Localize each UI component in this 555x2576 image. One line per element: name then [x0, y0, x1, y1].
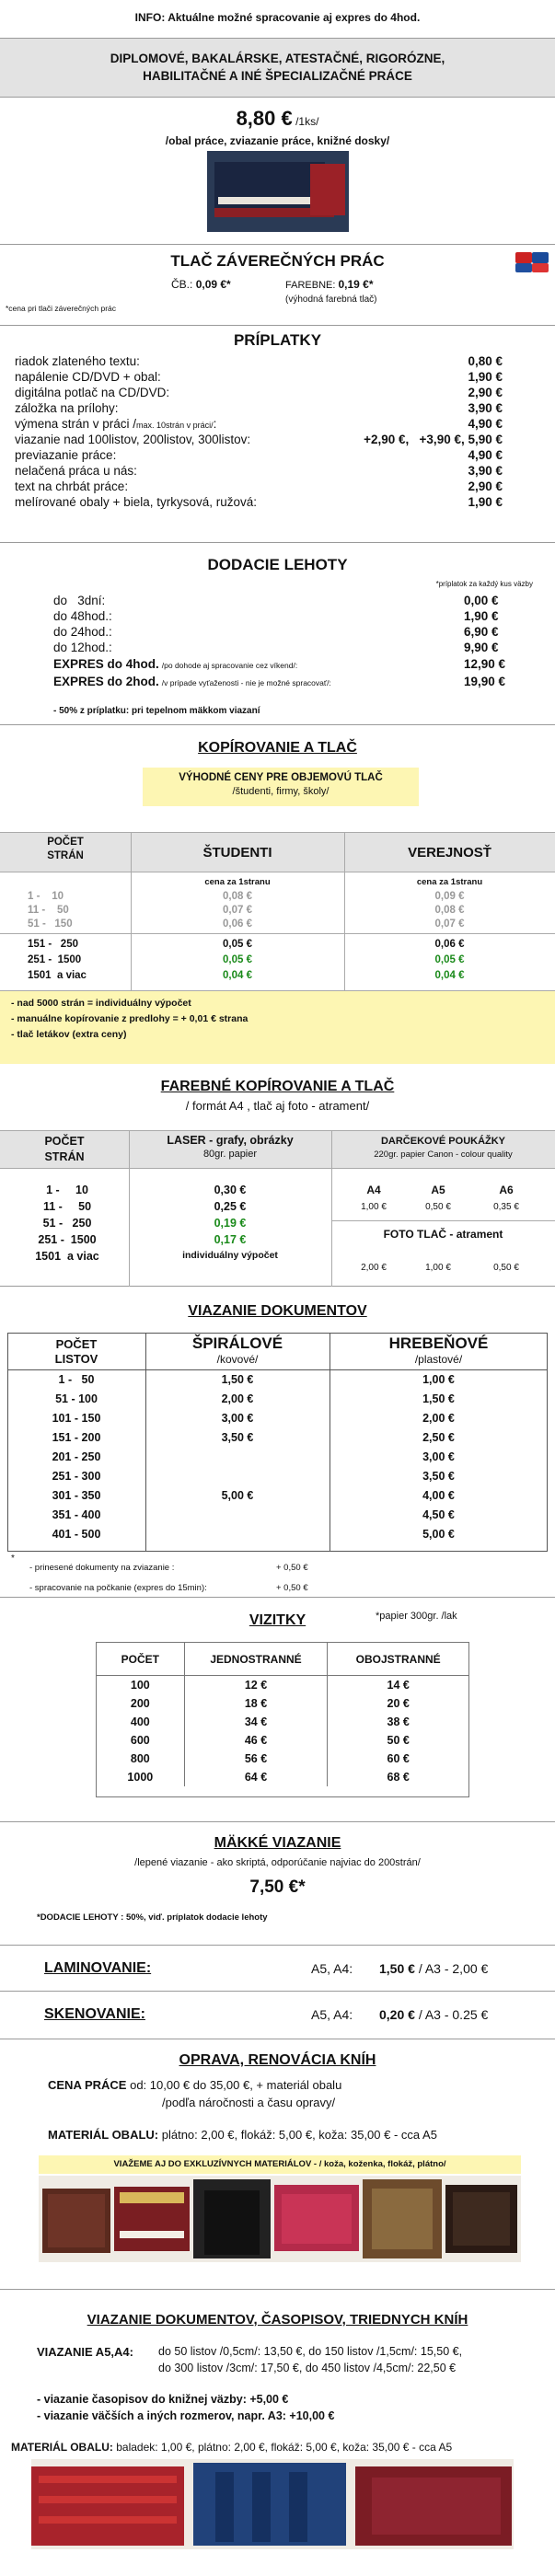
format-a6: A6 — [499, 1184, 514, 1196]
priplatok-row — [15, 369, 503, 385]
book-photo-4 — [274, 2185, 359, 2251]
format-a5: A5 — [431, 1184, 445, 1196]
via-range: 51 - 100 — [55, 1392, 98, 1405]
vizitky-cell: 100 — [97, 1676, 185, 1694]
priplatok-row — [15, 479, 503, 494]
vizitky-cell: 200 — [97, 1694, 185, 1713]
vizitky-note: *papier 300gr. /lak — [376, 1611, 457, 1622]
vizitky-header: JEDNOSTRANNÉ — [184, 1643, 328, 1676]
far-vline-2 — [331, 1130, 332, 1287]
via-range: 351 - 400 — [52, 1508, 101, 1521]
info-text: INFO: Aktuálne možné spracovanie aj expres do 4hod. — [134, 11, 421, 24]
via-hrebenove-price: 3,50 € — [422, 1470, 455, 1483]
express-row — [53, 655, 514, 673]
priplatok-row — [15, 416, 503, 432]
kop-range: 1 - 10 — [28, 891, 64, 902]
priplatok-label: výmena strán v práci / — [15, 417, 137, 431]
vizitky-cell: 14 € — [328, 1676, 469, 1694]
casopisy-material-label: MATERIÁL OBALU: — [11, 2441, 113, 2454]
diplom-title-1: DIPLOMOVÉ, BAKALÁRSKE, ATESTAČNÉ, RIGORÓZNE, — [110, 52, 445, 65]
priplatky-title: PRÍPLATKY — [233, 331, 322, 349]
volume-banner — [143, 768, 419, 806]
priplatok-row — [15, 463, 503, 479]
casopisy-title: VIAZANIE DOKUMENTOV, ČASOPISOV, TRIEDNYCH KNÍH — [87, 2312, 468, 2328]
kop-h-pocet-2: STRÁN — [47, 850, 84, 861]
priplatok-row — [15, 432, 503, 447]
oprava-title: OPRAVA, RENOVÁCIA KNÍH — [179, 2052, 376, 2068]
via-hrebenove-price: 4,50 € — [422, 1508, 455, 1521]
vizitky-cell: 64 € — [184, 1768, 328, 1786]
tlac-color-price: 0,19 €* — [338, 278, 374, 291]
kop-price-verejnost: 0,04 € — [434, 970, 465, 981]
diplom-price: 8,80 € — [236, 107, 293, 130]
dodacia-row — [53, 608, 514, 624]
priplatok-row — [15, 400, 503, 416]
priplatok-value: 3,90 € — [468, 464, 503, 478]
priplatok-label: text na chrbát práce: — [15, 479, 129, 493]
foto-a6-price: 0,50 € — [493, 1263, 519, 1273]
via-h-hrebenove-sub: /plastové/ — [414, 1353, 463, 1366]
priplatok-label: napálenie CD/DVD + obal: — [15, 370, 161, 384]
vizitky-cell: 68 € — [328, 1768, 469, 1786]
kop-notes — [0, 990, 555, 1064]
kopirovanie-title: KOPÍROVANIE A TLAČ — [198, 740, 357, 756]
diplom-title-2: HABILITAČNÉ A INÉ ŠPECIALIZAČNÉ PRÁCE — [143, 69, 412, 83]
kop-h-verejnost: VEREJNOSŤ — [408, 845, 491, 861]
skenovanie-rest: / A3 - 0.25 € — [414, 2007, 489, 2022]
vizitky-cell: 34 € — [184, 1713, 328, 1731]
skenovanie-section — [0, 1992, 555, 2039]
info-bar — [0, 0, 555, 39]
vizitky-row — [97, 1713, 469, 1731]
oprava-material-text: plátno: 2,00 €, flokáž: 5,00 €, koža: 35,00 € - cca A5 — [158, 2128, 437, 2142]
via-range: 201 - 250 — [52, 1450, 101, 1463]
far-h-laser: LASER - grafy, obrázky — [167, 1134, 294, 1147]
dodacia-value: 0,00 € — [464, 594, 499, 607]
dodacia-label: do 12hod.: — [53, 641, 112, 654]
tlac-cb-label: ČB.: — [171, 278, 193, 291]
oprava-cena-label: CENA PRÁCE — [48, 2078, 127, 2092]
card-icons — [515, 252, 549, 272]
vizitky-cell: 20 € — [328, 1694, 469, 1713]
via-hrebenove-price: 2,00 € — [422, 1412, 455, 1425]
via-h-hrebenove: HREBEŇOVÉ — [388, 1334, 489, 1352]
vizitky-cell: 60 € — [328, 1750, 469, 1768]
via-hrebenove-price: 3,00 € — [422, 1450, 455, 1463]
far-price: 0,19 € — [214, 1217, 247, 1230]
vizitky-cell: 50 € — [328, 1731, 469, 1750]
priplatok-label: previazanie práce: — [15, 448, 117, 462]
vizitky-table — [96, 1642, 469, 1797]
via-asterisk: * — [11, 1554, 15, 1564]
vizitky-cell: 18 € — [184, 1694, 328, 1713]
kop-note-2: - manuálne kopírovanie z predlohy = + 0,01 € strana — [11, 1013, 249, 1024]
via-note-label: - prinesené dokumenty na zviazanie : — [29, 1563, 175, 1573]
viazanie-title: VIAZANIE DOKUMENTOV — [188, 1303, 367, 1319]
via-hrebenove-price: 4,00 € — [422, 1489, 455, 1502]
tlac-title: TLAČ ZÁVEREČNÝCH PRÁC — [170, 252, 385, 270]
via-range: 301 - 350 — [52, 1489, 101, 1502]
skenovanie-price: 0,20 € — [379, 2007, 415, 2022]
casopisy-note-2: - viazanie väčších a iných rozmerov, napr. A3: +10,00 € — [37, 2409, 335, 2422]
via-h-spiralove-sub: /kovové/ — [216, 1353, 259, 1366]
kop-hline — [0, 933, 555, 934]
foto-hline — [331, 1220, 555, 1221]
far-range: 1501 a viac — [35, 1250, 99, 1263]
via-note-label: - spracovanie na počkanie (expres do 15min): — [29, 1583, 207, 1593]
far-price: individuálny výpočet — [182, 1250, 278, 1261]
vizitky-cell: 56 € — [184, 1750, 328, 1768]
priplatok-label: viazanie nad 100listov, 200listov, 300listov: — [15, 433, 251, 446]
farebne-subtitle: / formát A4 , tlač aj foto - atrament/ — [185, 1099, 370, 1113]
format-a4: A4 — [366, 1184, 381, 1196]
vizitky-title: VIZITKY — [249, 1612, 306, 1628]
via-range: 1 - 50 — [58, 1373, 95, 1386]
priplatok-value: 1,90 € — [468, 495, 503, 509]
tlac-footnote: *cena pri tlači záverečných prác — [6, 304, 117, 313]
tlac-section — [0, 245, 555, 326]
foto-a5-price: 1,00 € — [425, 1263, 451, 1273]
tlac-color-label: FAREBNE: — [285, 280, 336, 291]
card-icon — [532, 263, 549, 272]
priplatok-label: riadok zlateného textu: — [15, 354, 140, 368]
express-row — [53, 673, 514, 690]
book-photo-2 — [114, 2187, 190, 2251]
diplom-section — [0, 98, 555, 245]
laminovanie-label: LAMINOVANIE: — [44, 1960, 152, 1976]
kop-range: 1501 a viac — [28, 970, 87, 981]
laminovanie-formats: A5, A4: — [311, 1961, 353, 1976]
express-value: 12,90 € — [464, 657, 506, 671]
kop-price-studenti: 0,08 € — [223, 891, 252, 902]
vizitky-cell: 600 — [97, 1731, 185, 1750]
mastercard-icon — [515, 252, 532, 263]
via-range: 151 - 200 — [52, 1431, 101, 1444]
far-range: 1 - 10 — [46, 1184, 88, 1196]
book-photo-5 — [363, 2179, 442, 2258]
maestro-icon — [532, 252, 549, 263]
kopirovanie-section — [0, 725, 555, 1064]
vizitky-header: OBOJSTRANNÉ — [328, 1643, 469, 1676]
kop-range: 151 - 250 — [28, 939, 78, 950]
vizitky-pad-row — [97, 1786, 469, 1797]
kop-price-verejnost: 0,09 € — [434, 891, 465, 902]
priplatok-row — [15, 447, 503, 463]
oprava-cena-text: od: 10,00 € do 35,00 €, + materiál obalu — [126, 2078, 342, 2092]
book-photo-3 — [193, 2179, 271, 2258]
via-hrebenove-price: 1,50 € — [422, 1392, 455, 1405]
priplatok-value: 1,90 € — [468, 370, 503, 384]
express-value: 19,90 € — [464, 675, 506, 688]
makke-note: *DODACIE LEHOTY : 50%, viď. príplatok dodacie lehoty — [37, 1912, 268, 1923]
bound-books-photos — [31, 2459, 514, 2549]
book-repair-photos — [39, 2176, 521, 2262]
via-spiralove-price: 1,50 € — [221, 1373, 254, 1386]
priplatok-label-end: : — [213, 417, 217, 431]
casopisy-note-1: - viazanie časopisov do knižnej väzby: +5,00 € — [37, 2393, 289, 2406]
priplatok-label: nelačená práca u nás: — [15, 464, 137, 478]
makke-title: MÄKKÉ VIAZANIE — [214, 1835, 341, 1851]
diplom-header — [0, 39, 555, 98]
kop-range: 251 - 1500 — [28, 954, 82, 965]
vizitky-cell: 800 — [97, 1750, 185, 1768]
kop-price-verejnost: 0,06 € — [434, 939, 465, 950]
laminovanie-section — [0, 1946, 555, 1992]
kop-price-studenti: 0,05 € — [223, 954, 252, 965]
dodacia-label: do 48hod.: — [53, 609, 112, 623]
priplatok-label-small: max. 10strán v práci/ — [136, 421, 214, 430]
laminovanie-rest: / A3 - 2,00 € — [414, 1961, 489, 1976]
dodacia-value: 1,90 € — [464, 609, 499, 623]
format-a6-price: 0,35 € — [493, 1202, 519, 1212]
casopisy-line2: do 300 listov /3cm/: 17,50 €, do 450 listov /4,5cm/: 22,50 € — [158, 2362, 457, 2374]
via-hrebenove-price: 1,00 € — [422, 1373, 455, 1386]
oprava-cena-text2: /podľa náročnosti a času opravy/ — [162, 2096, 336, 2109]
kop-h-studenti: ŠTUDENTI — [202, 845, 272, 861]
vizitky-cell: 38 € — [328, 1713, 469, 1731]
vizitky-row — [97, 1750, 469, 1768]
bound-photo-2 — [193, 2463, 346, 2546]
via-note-value: + 0,50 € — [276, 1563, 308, 1573]
via-h-pocet-2: LISTOV — [54, 1352, 98, 1366]
laminovanie-price: 1,50 € — [379, 1961, 415, 1976]
oprava-material-label: MATERIÁL OBALU: — [48, 2128, 159, 2142]
book-photo-1 — [42, 2189, 110, 2253]
casopisy-section — [0, 2290, 555, 2576]
tlac-color-note: (výhodná farebná tlač) — [285, 295, 377, 305]
format-a4-price: 1,00 € — [361, 1202, 387, 1212]
priplatok-value: 4,90 € — [468, 417, 503, 431]
priplatok-label: melírované obaly + biela, tyrkysová, ružová: — [15, 495, 257, 509]
far-range: 251 - 1500 — [38, 1233, 97, 1246]
priplatok-label: záložka na prílohy: — [15, 401, 119, 415]
kop-price-studenti: 0,04 € — [223, 970, 252, 981]
kop-price-verejnost: 0,05 € — [434, 954, 465, 965]
via-h-pocet-1: POČET — [55, 1337, 98, 1351]
makke-section — [0, 1822, 555, 1946]
priplatok-row — [15, 385, 503, 400]
dodacie-note: *príplatok za každý kus väzby — [435, 580, 533, 588]
diplom-unit: /1ks/ — [295, 115, 319, 128]
far-h-dar-sub: 220gr. papier Canon - colour quality — [374, 1149, 513, 1160]
volume-banner-title: VÝHODNÉ CENY PRE OBJEMOVÚ TLAČ — [179, 772, 383, 783]
via-hrebenove-price: 2,50 € — [422, 1431, 455, 1444]
dodacie-list — [53, 593, 514, 690]
far-h-pocet-2: STRÁN — [44, 1150, 85, 1163]
dodacie-title: DODACIE LEHOTY — [207, 556, 348, 573]
dodacia-value: 9,90 € — [464, 641, 499, 654]
dodacia-row — [53, 640, 514, 655]
farebne-title: FAREBNÉ KOPÍROVANIE A TLAČ — [160, 1079, 395, 1094]
priplatok-value: 0,80 € — [468, 354, 503, 368]
viazanie-section — [0, 1287, 555, 1598]
kop-note-1: - nad 5000 strán = individuálny výpočet — [11, 998, 191, 1009]
visa-icon — [515, 263, 532, 272]
far-h-laser-sub: 80gr. papier — [202, 1149, 258, 1160]
dodacie-discount: - 50% z príplatku: pri tepelnom mäkkom viazaní — [53, 706, 260, 716]
vizitky-row — [97, 1676, 469, 1694]
via-note-value: + 0,50 € — [276, 1583, 308, 1593]
kop-price-studenti: 0,06 € — [223, 918, 252, 930]
kop-sub-studenti: cena za 1stranu — [204, 877, 271, 887]
express-label: EXPRES do 2hod. — [53, 675, 159, 688]
far-price: 0,25 € — [214, 1200, 247, 1213]
dodacia-row — [53, 593, 514, 608]
far-h-pocet-1: POČET — [44, 1135, 85, 1148]
makke-price: 7,50 €* — [249, 1877, 306, 1897]
priplatok-row — [15, 494, 503, 510]
priplatok-value: 2,90 € — [468, 386, 503, 399]
book-photo-6 — [445, 2185, 517, 2253]
priplatok-row — [15, 353, 503, 369]
dodacia-row — [53, 624, 514, 640]
priplatok-label: digitálna potlač na CD/DVD: — [15, 386, 170, 399]
vizitky-cell: 46 € — [184, 1731, 328, 1750]
kop-range: 11 - 50 — [28, 905, 69, 916]
vizitky-row — [97, 1731, 469, 1750]
via-hline — [7, 1369, 548, 1370]
foto-title: FOTO TLAČ - atrament — [383, 1228, 503, 1241]
far-range: 11 - 50 — [42, 1200, 92, 1213]
vizitky-cell: 1000 — [97, 1768, 185, 1786]
vizitky-row — [97, 1694, 469, 1713]
via-range: 251 - 300 — [52, 1470, 101, 1483]
priplatky-section — [0, 326, 555, 543]
dodacia-value: 6,90 € — [464, 625, 499, 639]
vizitky-cell: 12 € — [184, 1676, 328, 1694]
farebne-section — [0, 1064, 555, 1287]
via-hrebenove-price: 5,00 € — [422, 1528, 455, 1541]
casopisy-line1: do 50 listov /0,5cm/: 13,50 €, do 150 listov /1,5cm/: 15,50 €, — [158, 2345, 463, 2358]
kop-price-studenti: 0,07 € — [223, 905, 252, 916]
format-a5-price: 0,50 € — [425, 1202, 451, 1212]
foto-a4-price: 2,00 € — [361, 1263, 387, 1273]
via-range: 101 - 150 — [52, 1412, 101, 1425]
kop-price-studenti: 0,05 € — [223, 939, 252, 950]
far-price: 0,30 € — [214, 1184, 247, 1196]
oprava-section — [0, 2039, 555, 2290]
diplom-subtitle: /obal práce, zviazanie práce, knižné dosky/ — [165, 134, 390, 147]
priplatok-value: 3,90 € — [468, 401, 503, 415]
dodacie-section — [0, 543, 555, 725]
dodacia-label: do 3dní: — [53, 594, 106, 607]
express-label: EXPRES do 4hod. — [53, 657, 159, 671]
express-note: /v prípade vyťaženosti - nie je možné spracovať/: — [161, 678, 331, 687]
kop-price-verejnost: 0,07 € — [434, 918, 465, 930]
via-spiralove-price: 3,50 € — [221, 1431, 254, 1444]
tlac-cb-price: 0,09 €* — [195, 278, 231, 291]
vizitky-section — [0, 1598, 555, 1822]
express-note: /po dohode aj spracovanie cez víkend/: — [161, 661, 298, 670]
kop-sub-verejnost: cena za 1stranu — [416, 877, 483, 887]
far-price: 0,17 € — [214, 1233, 247, 1246]
dodacia-label: do 24hod.: — [53, 625, 112, 639]
kop-range: 51 - 150 — [28, 918, 73, 930]
via-spiralove-price: 2,00 € — [221, 1392, 254, 1405]
kop-h-pocet-1: POČET — [47, 837, 84, 848]
via-spiralove-price: 3,00 € — [221, 1412, 254, 1425]
priplatok-value: 4,90 € — [468, 448, 503, 462]
far-h-dar: DARČEKOVÉ POUKÁŽKY — [380, 1136, 506, 1147]
skenovanie-formats: A5, A4: — [311, 2007, 353, 2022]
via-h-spiralove: ŠPIRÁLOVÉ — [191, 1334, 283, 1352]
bound-photo-1 — [31, 2466, 184, 2546]
kop-note-3: - tlač letákov (extra ceny) — [11, 1029, 127, 1040]
casopisy-material-text: baladek: 1,00 €, plátno: 2,00 €, flokáž: 5,00 €, koža: 35,00 € - cca A5 — [112, 2441, 453, 2454]
priplatok-value: +2,90 €, +3,90 €, 5,90 € — [364, 433, 503, 446]
far-range: 51 - 250 — [42, 1217, 92, 1230]
priplatok-value: 2,90 € — [468, 479, 503, 493]
vizitky-row — [97, 1768, 469, 1786]
oprava-banner: VIAŽEME AJ DO EXKLUZÍVNYCH MATERIÁLOV - / koža, koženka, flokáž, plátno/ — [39, 2155, 521, 2174]
via-range: 401 - 500 — [52, 1528, 101, 1541]
kop-price-verejnost: 0,08 € — [434, 905, 465, 916]
priplatky-list — [15, 353, 503, 510]
makke-subtitle: /lepené viazanie - ako skriptá, odporúčanie najviac do 200strán/ — [134, 1857, 421, 1868]
via-spiralove-price: 5,00 € — [221, 1489, 254, 1502]
thesis-photo — [207, 151, 349, 232]
volume-banner-sub: /študenti, firmy, školy/ — [232, 786, 330, 797]
bound-photo-3 — [355, 2466, 512, 2546]
vizitky-header: POČET — [97, 1643, 185, 1676]
vizitky-cell: 400 — [97, 1713, 185, 1731]
casopisy-label: VIAZANIE A5,A4: — [37, 2345, 133, 2359]
skenovanie-label: SKENOVANIE: — [44, 2006, 145, 2022]
